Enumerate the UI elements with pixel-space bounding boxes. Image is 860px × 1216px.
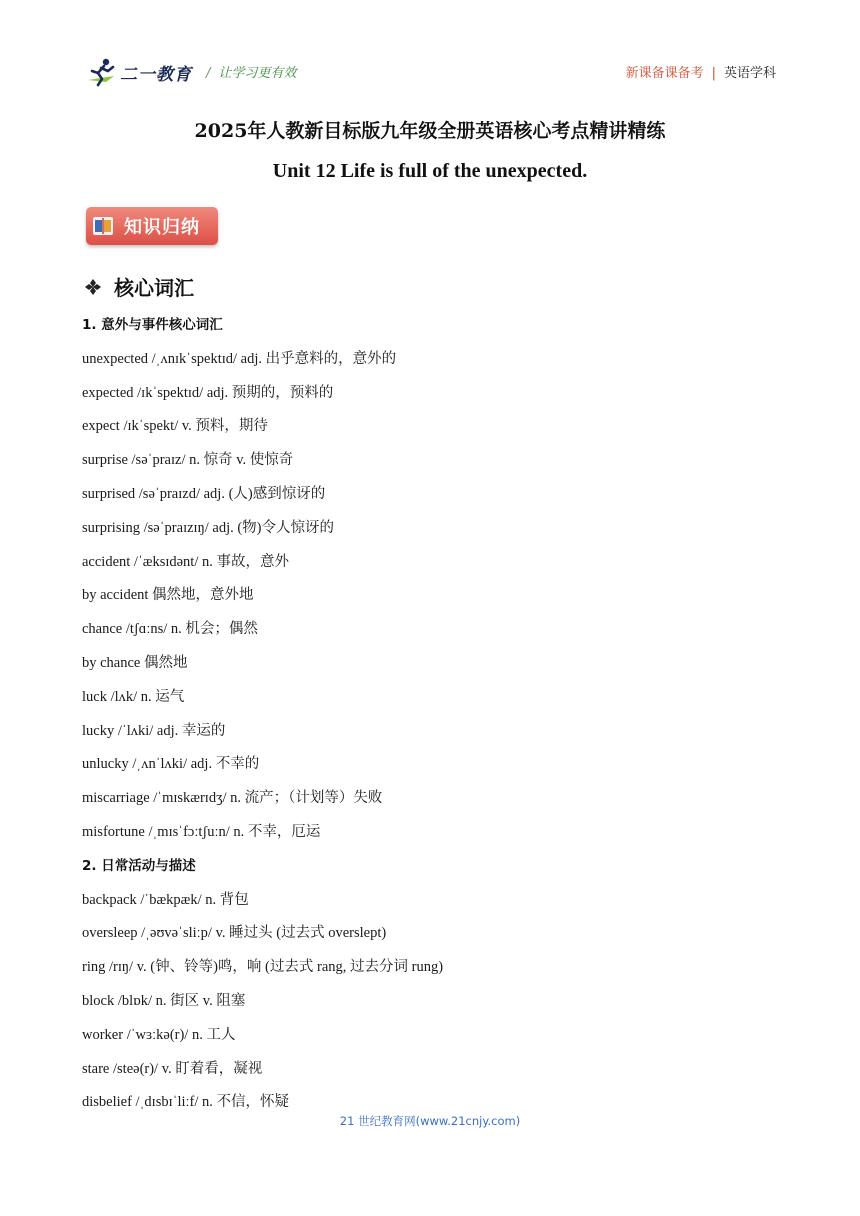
vocab-entry: by chance 偶然地 xyxy=(82,654,188,671)
diamond-bullet-icon xyxy=(84,278,102,296)
vocab-entry: unexpected /ˌʌnɪkˈspektɪd/ adj. 出乎意料的，意外的 xyxy=(82,350,397,367)
vocab-entry: surprise /səˈpraɪz/ n. 惊奇 v. 使惊奇 xyxy=(82,452,294,469)
slogan-slash: / xyxy=(206,66,211,81)
vocab-entry: expected /ɪkˈspektɪd/ adj. 预期的，预料的 xyxy=(82,384,334,401)
vocab-entry: oversleep /ˌəʊvəˈsliːp/ v. 睡过头 (过去式 overslept) xyxy=(82,925,387,942)
vocab-entry: worker /ˈwɜːkə(r)/ n. 工人 xyxy=(82,1026,236,1043)
vocabulary-list xyxy=(82,314,772,1125)
header-tags xyxy=(626,62,776,81)
slogan-text: 让学习更有效 xyxy=(218,66,297,81)
section-heading xyxy=(84,272,194,301)
vocab-entry: unlucky /ˌʌnˈlʌki/ adj. 不幸的 xyxy=(82,756,260,773)
logo-text: 二一教育 xyxy=(120,64,192,85)
header-separator: | xyxy=(711,66,716,81)
vocab-entry: luck /lʌk/ n. 运气 xyxy=(82,688,185,705)
tag-subject: 英语学科 xyxy=(723,66,776,81)
book-icon xyxy=(90,213,116,239)
running-figure-icon xyxy=(84,56,118,88)
vocab-entry: chance /tʃɑːns/ n. 机会；偶然 xyxy=(82,621,258,638)
footer-source: 21 世纪教育网(www.21cnjy.com) xyxy=(339,1114,521,1128)
document-title: 2025年人教新目标版九年级全册英语核心考点精讲精练 xyxy=(194,120,666,142)
vocab-entry: stare /steə(r)/ v. 盯着看，凝视 xyxy=(82,1060,263,1077)
unit-title: Unit 12 Life is full of the unexpected. xyxy=(272,160,588,182)
vocab-entry: misfortune /ˌmɪsˈfɔːtʃuːn/ n. 不幸，厄运 xyxy=(82,823,321,840)
page-header xyxy=(84,52,776,92)
badge-label: 知识归纳 xyxy=(124,217,200,238)
vocab-entry: surprised /səˈpraɪzd/ adj. (人)感到惊讶的 xyxy=(82,485,326,502)
vocab-entry: lucky /ˈlʌki/ adj. 幸运的 xyxy=(82,722,226,739)
vocab-entry: accident /ˈæksɪdənt/ n. 事故，意外 xyxy=(82,553,289,570)
vocab-entry: block /blɒk/ n. 街区 v. 阻塞 xyxy=(82,992,246,1009)
tag-course-prep: 新课备课备考 xyxy=(625,66,704,81)
vocab-entry: miscarriage /ˈmɪskærɪdʒ/ n. 流产；（计划等）失败 xyxy=(82,790,383,807)
subheading: 1. 意外与事件核心词汇 xyxy=(82,317,223,333)
vocab-entry: surprising /səˈpraɪzɪŋ/ adj. (物)令人惊讶的 xyxy=(82,519,335,536)
knowledge-summary-badge xyxy=(86,207,218,245)
vocab-entry: by accident 偶然地，意外地 xyxy=(82,587,254,604)
vocab-entry: disbelief /ˌdɪsbɪˈliːf/ n. 不信，怀疑 xyxy=(82,1094,290,1111)
subheading: 2. 日常活动与描述 xyxy=(82,857,196,874)
logo xyxy=(84,56,192,88)
section-title: 核心词汇 xyxy=(114,276,194,300)
slogan xyxy=(206,62,296,81)
vocab-entry: backpack /ˈbækpæk/ n. 背包 xyxy=(82,891,249,908)
vocab-entry: expect /ɪkˈspekt/ v. 预料，期待 xyxy=(82,418,268,435)
vocab-entry: ring /rɪŋ/ v. (钟、铃等)鸣，响 (过去式 rang, 过去分词 rung) xyxy=(82,959,444,976)
